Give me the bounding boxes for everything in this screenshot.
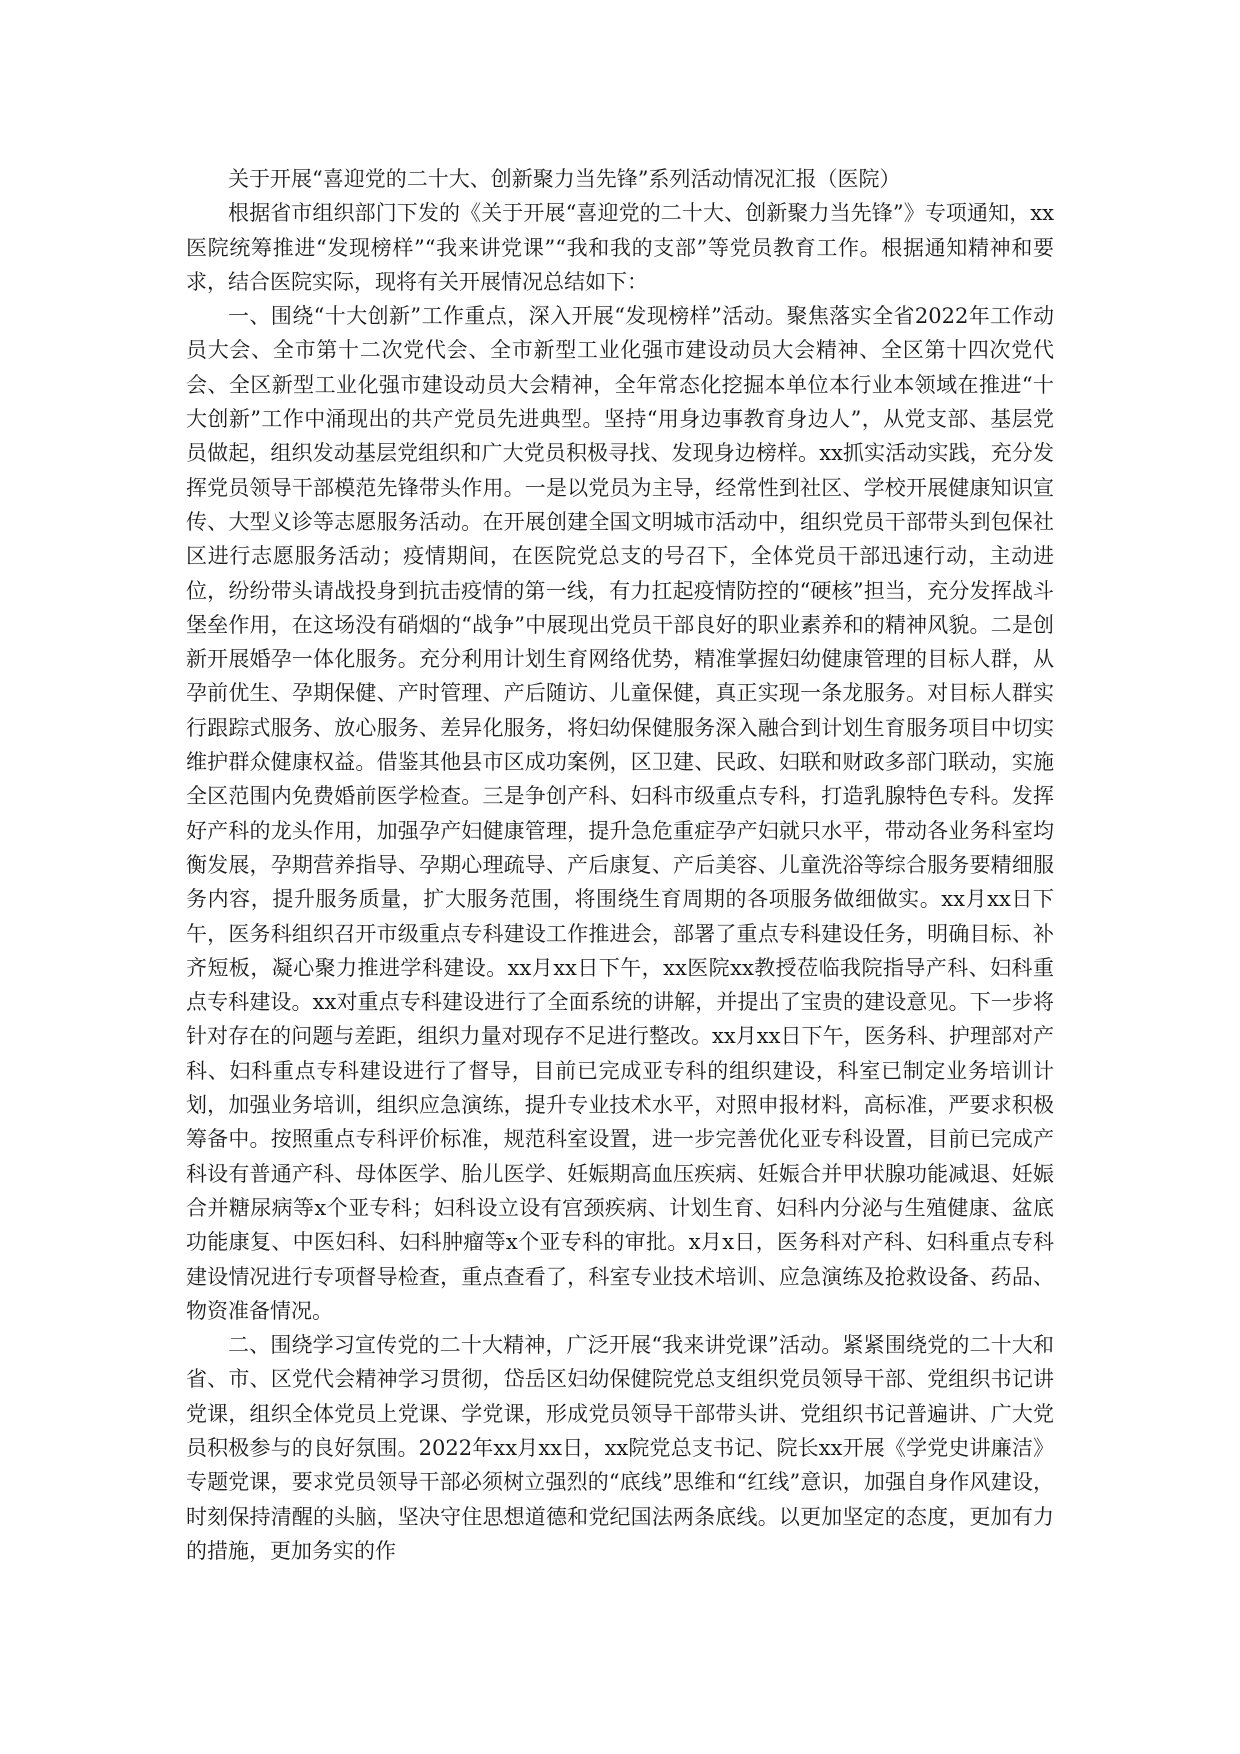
section-two-paragraph: 二、围绕学习宣传党的二十大精神，广泛开展“我来讲党课”活动。紧紧围绕党的二十大和省、市、区党代会精神学习贯彻，岱岳区妇幼保健院党总支组织党员领导干部、党组织书记讲党课，组织全体党员上党课、学党课，形成党员领导干部带头讲、党组织书记普遍讲、广大党员积极参与的良好氛围。2022年xx月xx日，xx院党总支书记、院长xx开展《学党史讲廉洁》专题党课，要求党员领导干部必须树立强烈的“底线”思维和“红线”意识，加强自身作风建设，时刻保持清醒的头脑，坚决守住思想道德和党纪国法两条底线。以更加坚定的态度，更加有力的措施，更加务实的作: [186, 1333, 1054, 1563]
document-title: 关于开展“喜迎党的二十大、创新聚力当先锋”系列活动情况汇报（医院）: [228, 167, 901, 191]
document-page: [186, 162, 1054, 1568]
intro-paragraph: 根据省市组织部门下发的《关于开展“喜迎党的二十大、创新聚力当先锋”》专项通知，xx医院统筹推进“发现榜样”“我来讲党课”“我和我的支部”等党员教育工作。根据通知精神和要求，结合医院实际，现将有关开展情况总结如下：: [186, 201, 1054, 294]
section-one-paragraph: 一、围绕“十大创新”工作重点，深入开展“发现榜样”活动。聚焦落实全省2022年工作动员大会、全市第十二次党代会、全市新型工业化强市建设动员大会精神、全区第十四次党代会、全区新型工业化强市建设动员大会精神，全年常态化挖掘本单位本行业本领域在推进“十大创新”工作中涌现出的共产党员先进典型。坚持“用身边事教育身边人”，从党支部、基层党员做起，组织发动基层党组织和广大党员积极寻找、发现身边榜样。xx抓实活动实践，充分发挥党员领导干部模范先锋带头作用。一是以党员为主导，经常性到社区、学校开展健康知识宣传、大型义诊等志愿服务活动。在开展创建全国文明城市活动中，组织党员干部带头到包保社区进行志愿服务活动；疫情期间，在医院党总支的号召下，全体党员干部迅速行动，主动进位，纷纷带头请战投身到抗击疫情的第一线，有力扛起疫情防控的“硬核”担当，充分发挥战斗堡垒作用，在这场没有硝烟的“战争”中展现出党员干部良好的职业素养和的精神风貌。二是创新开展婚孕一体化服务。充分利用计划生育网络优势，精准掌握妇幼健康管理的目标人群，从孕前优生、孕期保健、产时管理、产后随访、儿童保健，真正实现一条龙服务。对目标人群实行跟踪式服务、放心服务、差异化服务，将妇幼保健服务深入融合到计划生育服务项目中切实维护群众健康权益。借鉴其他县市区成功案例，区卫建、民政、妇联和财政多部门联动，实施全区范围内免费婚前医学检查。三是争创产科、妇科市级重点专科，打造乳腺特色专科。发挥好产科的龙头作用，加强孕产妇健康管理，提升急危重症孕产妇就只水平，带动各业务科室均衡发展，孕期营养指导、孕期心理疏导、产后康复、产后美容、儿童洗浴等综合服务要精细服务内容，提升服务质量，扩大服务范围，将围绕生育周期的各项服务做细做实。xx月xx日下午，医务科组织召开市级重点专科建设工作推进会，部署了重点专科建设任务，明确目标、补齐短板，凝心聚力推进学科建设。xx月xx日下午，xx医院xx教授莅临我院指导产科、妇科重点专科建设。xx对重点专科建设进行了全面系统的讲解，并提出了宝贵的建设意见。下一步将针对存在的问题与差距，组织力量对现存不足进行整改。xx月xx日下午，医务科、护理部对产科、妇科重点专科建设进行了督导，目前已完成亚专科的组织建设，科室已制定业务培训计划，加强业务培训，组织应急演练，提升专业技术水平，对照申报材料，高标准，严要求积极筹备中。按照重点专科评价标准，规范科室设置，进一步完善优化亚专科设置，目前已完成产科设有普通产科、母体医学、胎儿医学、妊娠期高血压疾病、妊娠合并甲状腺功能减退、妊娠合并糖尿病等x个亚专科；妇科设立设有宫颈疾病、计划生育、妇科内分泌与生殖健康、盆底功能康复、中医妇科、妇科肿瘤等x个亚专科的审批。x月x日，医务科对产科、妇科重点专科建设情况进行专项督导检查，重点查看了，科室专业技术培训、应急演练及抢救设备、药品、物资准备情况。: [186, 304, 1054, 1323]
